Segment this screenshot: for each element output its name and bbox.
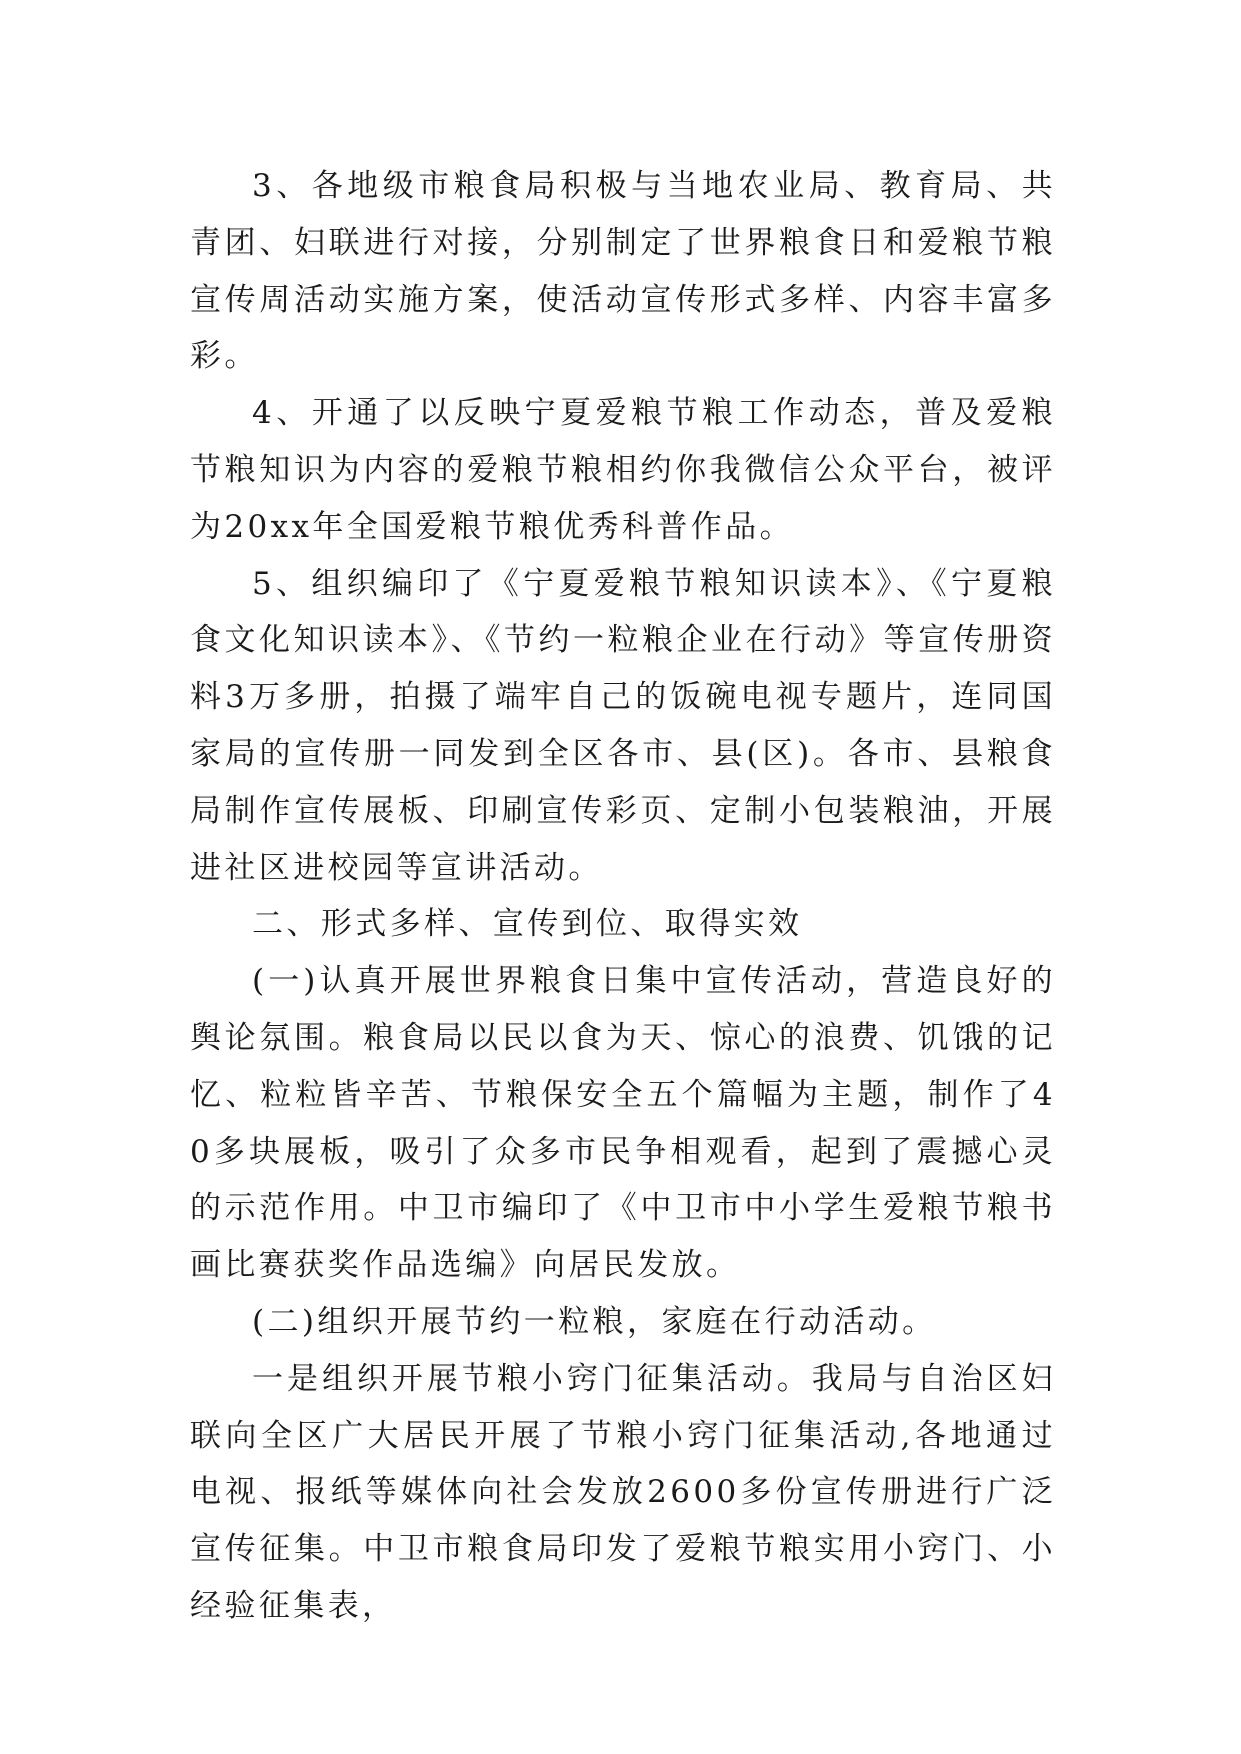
subsection-1-paragraph: (一)认真开展世界粮食日集中宣传活动，营造良好的舆论氛围。粮食局以民以食为天、惊心的浪费、饥饿的记忆、粒粒皆辛苦、节粮保安全五个篇幅为主题，制作了40多块展板，吸引了众多市民争相观看，起到了震撼心灵的示范作用。中卫市编印了《中卫市中小学生爱粮节粮书画比赛获奖作品选编》向居民发放。: [190, 963, 1056, 1284]
paragraph-item-4: 4、开通了以反映宁夏爱粮节粮工作动态，普及爱粮节粮知识为内容的爱粮节粮相约你我微信公众平台，被评为20xx年全国爱粮节粮优秀科普作品。: [190, 395, 1056, 545]
subsection-2-heading: (二)组织开展节约一粒粮，家庭在行动活动。: [252, 1303, 937, 1340]
activity-1-paragraph: 一是组织开展节粮小窍门征集活动。我局与自治区妇联向全区广大居民开展了节粮小窍门征集活动,各地通过电视、报纸等媒体向社会发放2600多份宣传册进行广泛宣传征集。中卫市粮食局印发了爱粮节粮实用小窍门、小经验征集表，: [190, 1360, 1056, 1624]
paragraph-item-3: 3、各地级市粮食局积极与当地农业局、教育局、共青团、妇联进行对接，分别制定了世界粮食日和爱粮节粮宣传周活动实施方案，使活动宣传形式多样、内容丰富多彩。: [190, 168, 1056, 375]
paragraph-item-5: 5、组织编印了《宁夏爱粮节粮知识读本》、《宁夏粮食文化知识读本》、《节约一粒粮企业在行动》等宣传册资料3万多册，拍摄了端牢自己的饭碗电视专题片，连同国家局的宣传册一同发到全区各市、县(区)。各市、县粮食局制作宣传展板、印刷宣传彩页、定制小包装粮油，开展进社区进校园等宣讲活动。: [190, 565, 1056, 886]
document-body: [190, 158, 1056, 1635]
section-heading-2: 二、形式多样、宣传到位、取得实效: [252, 906, 803, 943]
